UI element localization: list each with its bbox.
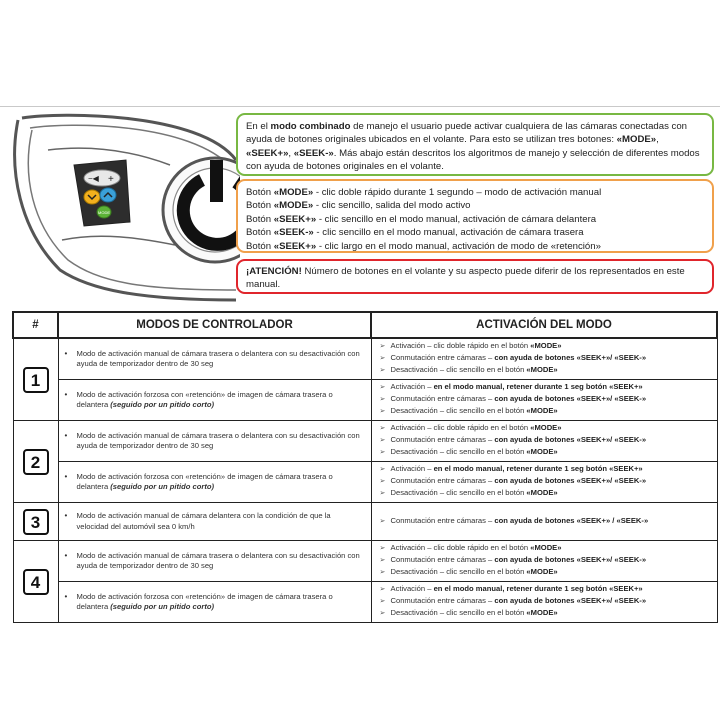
bullet-icon: • (64, 430, 68, 440)
activation-segment: «MODE» (526, 487, 558, 497)
mode-activation (371, 541, 717, 582)
table-row (13, 462, 717, 503)
intro-text: «MODE» (616, 134, 657, 146)
mode-activation (371, 421, 717, 462)
activation-step (380, 447, 713, 459)
mode-description-text (77, 349, 361, 370)
activation-step (380, 488, 713, 500)
activation-step (380, 341, 713, 353)
mode-description (58, 338, 371, 380)
activation-step (380, 353, 713, 365)
button-name: «MODE» (273, 200, 314, 212)
arrow-bullet-icon: ➢ (379, 366, 386, 374)
arrow-bullet-icon: ➢ (379, 598, 386, 606)
svg-text:+: + (108, 174, 114, 185)
activation-step (380, 464, 713, 476)
mode-number-cell (13, 541, 58, 623)
button-info-action: - clic sencillo en el modo manual, activación de cámara delantera (316, 213, 597, 225)
activation-segment: Activación – (390, 584, 434, 594)
button-info-action: - clic sencillo en el modo manual, activación de cámara trasera (313, 227, 584, 239)
table-row (13, 582, 717, 623)
arrow-bullet-icon: ➢ (379, 466, 386, 474)
arrow-bullet-icon: ➢ (379, 478, 386, 486)
arrow-bullet-icon: ➢ (379, 384, 386, 392)
bullet-icon: • (64, 348, 68, 358)
intro-text: , (288, 147, 294, 159)
arrow-bullet-icon: ➢ (379, 609, 386, 617)
mode-activation (371, 338, 717, 380)
arrow-bullet-icon: ➢ (379, 407, 386, 415)
description-segment: Modo de activación forzosa con «retención» de imagen de cámara trasera o delantera (76, 591, 333, 611)
description-segment: (seguido por un pitido corto) (110, 400, 215, 409)
activation-step (380, 394, 713, 406)
mode-number: 4 (23, 569, 49, 595)
activation-segment: Desactivación – clic sencillo en el botón (390, 405, 527, 415)
intro-text: En el (246, 121, 271, 132)
table-row (13, 380, 717, 421)
mode-description-text (77, 472, 361, 493)
mode-number-cell (13, 421, 58, 503)
arrow-bullet-icon: ➢ (379, 557, 386, 565)
mode-activation (371, 462, 717, 503)
svg-text:MODE: MODE (98, 210, 110, 215)
activation-step (380, 543, 713, 555)
arrow-bullet-icon: ➢ (379, 343, 386, 351)
activation-segment: con ayuda de botones «SEEK+»/ «SEEK-» (494, 555, 647, 565)
table-row (13, 541, 717, 582)
mode-description (58, 541, 371, 582)
button-info-action: - clic sencillo, salida del modo activo (313, 200, 471, 212)
buttons-info-box (236, 179, 714, 253)
activation-step (380, 596, 713, 608)
intro-text: «SEEK+» (246, 147, 289, 159)
activation-segment: en el modo manual, retener durante 1 seg botón «SEEK+» (433, 584, 643, 594)
mode-description (58, 380, 371, 421)
intro-text: modo combinado (270, 121, 351, 132)
activation-segment: Conmutación entre cámaras – (390, 596, 495, 606)
activation-segment: «MODE» (526, 364, 558, 374)
intro-text: , (656, 134, 659, 146)
mode-description (58, 462, 371, 503)
intro-text: . Más abajo están descritos los algoritmos de manejo y selección de diferentes modos con ayuda de botones originales en el volante. (246, 147, 700, 173)
activation-segment: con ayuda de botones «SEEK+»/ «SEEK-» (494, 435, 647, 445)
description-segment: Modo de activación manual de cámara trasera o delantera con su desactivación con ayuda de temporizador dentro de 30 seg (76, 348, 360, 368)
mode-description (58, 503, 371, 541)
activation-segment: Activación – clic doble rápido en el botón (390, 423, 531, 433)
mode-activation (371, 503, 717, 541)
intro-text: de manejo el usuario puede activar cualquiera de las cámaras conectadas con ayuda de botones originales ubicados en el volante. Para esto se utilizan tres botones: (246, 121, 688, 146)
activation-segment: Conmutación entre cámaras – (390, 394, 495, 404)
header-activation: ACTIVACIÓN DEL MODO (371, 312, 717, 338)
arrow-bullet-icon: ➢ (379, 568, 386, 576)
button-info-action: - clic largo en el modo manual, activación de modo de «retención» (316, 240, 601, 252)
arrow-bullet-icon: ➢ (379, 545, 386, 553)
activation-segment: en el modo manual, retener durante 1 seg botón «SEEK+» (433, 464, 643, 474)
arrow-bullet-icon: ➢ (379, 437, 386, 445)
bullet-icon: • (64, 389, 68, 399)
activation-segment: Conmutación entre cámaras – (390, 435, 495, 445)
activation-step (380, 435, 713, 447)
arrow-bullet-icon: ➢ (379, 489, 386, 497)
mode-number-cell (13, 503, 58, 541)
activation-segment: Activación – (390, 464, 434, 474)
bullet-icon: • (64, 471, 68, 481)
arrow-bullet-icon: ➢ (379, 448, 386, 456)
activation-segment: Conmutación entre cámaras – (390, 353, 495, 363)
activation-step (380, 608, 713, 620)
activation-segment: Activación – clic doble rápido en el botón (390, 543, 531, 553)
activation-segment: Desactivación – clic sencillo en el botón (390, 487, 527, 497)
activation-segment: Conmutación entre cámaras – (390, 515, 495, 525)
mode-activation (371, 582, 717, 623)
table-row (13, 421, 717, 462)
mode-number: 2 (23, 449, 49, 475)
attention-box (236, 259, 714, 294)
bullet-icon: • (64, 591, 68, 601)
button-info-prefix: Botón (246, 187, 274, 198)
button-info-line (246, 213, 704, 226)
activation-step (380, 382, 713, 394)
mode-number: 1 (23, 367, 49, 393)
button-info-line (246, 186, 704, 199)
description-segment: Modo de activación forzosa con «retención» de imagen de cámara trasera o delantera (76, 389, 333, 409)
activation-segment: «MODE» (526, 566, 558, 576)
bullet-icon: • (64, 550, 68, 560)
activation-segment: con ayuda de botones «SEEK+» / «SEEK-» (494, 515, 649, 525)
button-info-prefix: Botón (246, 227, 274, 239)
arrow-bullet-icon: ➢ (379, 586, 386, 594)
table-row (13, 503, 717, 541)
activation-segment: Activación – (390, 382, 434, 392)
mode-description-text (77, 592, 361, 613)
button-info-action: - clic doble rápido durante 1 segundo – modo de activación manual (313, 187, 602, 198)
activation-segment: Desactivación – clic sencillo en el botón (390, 364, 527, 374)
activation-step (380, 516, 713, 528)
activation-segment: Desactivación – clic sencillo en el botón (390, 607, 527, 617)
mode-description-text (77, 551, 361, 572)
modes-table (12, 311, 718, 623)
activation-segment: «MODE» (526, 446, 558, 456)
button-name: «MODE» (273, 187, 314, 198)
activation-step (380, 555, 713, 567)
activation-segment: con ayuda de botones «SEEK+»/ «SEEK-» (494, 353, 647, 363)
activation-segment: Conmutación entre cámaras – (390, 476, 495, 486)
activation-segment: «MODE» (530, 543, 562, 553)
button-info-line (246, 199, 704, 212)
description-segment: Modo de activación manual de cámara trasera o delantera con su desactivación con ayuda de temporizador dentro de 30 seg (76, 550, 360, 570)
header-number: # (13, 312, 58, 338)
bullet-icon: • (64, 511, 68, 521)
activation-step (380, 406, 713, 418)
mode-description (58, 582, 371, 623)
mode-number: 3 (23, 509, 49, 535)
activation-segment: «MODE» (530, 423, 562, 433)
button-info-prefix: Botón (246, 200, 274, 212)
activation-segment: en el modo manual, retener durante 1 seg botón «SEEK+» (433, 382, 643, 392)
activation-segment: «MODE» (530, 341, 562, 351)
mode-activation (371, 380, 717, 421)
mode-number-cell (13, 338, 58, 421)
header-modes: MODOS DE CONTROLADOR (58, 312, 371, 338)
mode-description (58, 421, 371, 462)
table-row (13, 338, 717, 380)
description-segment: Modo de activación manual de cámara trasera o delantera con su desactivación con ayuda de temporizador dentro de 30 seg (76, 430, 360, 450)
arrow-bullet-icon: ➢ (379, 425, 386, 433)
button-info-line (246, 226, 704, 239)
activation-step (380, 365, 713, 377)
activation-step (380, 567, 713, 579)
svg-text:−◀: −◀ (88, 174, 99, 183)
activation-step (380, 423, 713, 435)
activation-segment: Desactivación – clic sencillo en el botón (390, 566, 527, 576)
intro-text: «SEEK-» (293, 147, 334, 159)
description-segment: (seguido por un pitido corto) (110, 602, 215, 611)
arrow-bullet-icon: ➢ (379, 355, 386, 363)
activation-segment: con ayuda de botones «SEEK+»/ «SEEK-» (494, 596, 647, 606)
activation-segment: «MODE» (526, 405, 558, 415)
mode-description-text (77, 431, 361, 452)
mode-description-text (77, 511, 361, 532)
intro-box (236, 113, 714, 176)
attention-text: Número de botones en el volante y su aspecto puede diferir de los representados en este manual. (246, 266, 685, 291)
activation-step (380, 476, 713, 488)
arrow-bullet-icon: ➢ (379, 517, 386, 525)
arrow-bullet-icon: ➢ (379, 396, 386, 404)
description-segment: Modo de activación forzosa con «retención» de imagen de cámara trasera o delantera (76, 471, 333, 491)
steering-wheel-illustration (0, 107, 240, 307)
button-name: «SEEK+» (273, 240, 317, 252)
button-name: «SEEK+» (273, 213, 317, 225)
description-segment: Modo de activación manual de cámara delantera con la condición de que la velocidad del automóvil sea 0 km/h (76, 511, 331, 531)
activation-segment: Activación – clic doble rápido en el botón (390, 341, 531, 351)
activation-step (380, 584, 713, 596)
activation-segment: con ayuda de botones «SEEK+»/ «SEEK-» (494, 476, 647, 486)
button-info-prefix: Botón (246, 240, 274, 252)
activation-segment: Desactivación – clic sencillo en el botón (390, 446, 527, 456)
description-segment: (seguido por un pitido corto) (110, 482, 215, 491)
activation-segment: «MODE» (526, 607, 558, 617)
button-info-prefix: Botón (246, 213, 274, 225)
button-name: «SEEK-» (273, 227, 314, 239)
button-info-line (246, 240, 704, 253)
mode-description-text (77, 390, 361, 411)
activation-segment: Conmutación entre cámaras – (390, 555, 495, 565)
activation-segment: con ayuda de botones «SEEK+»/ «SEEK-» (494, 394, 647, 404)
attention-label: ¡ATENCIÓN! (246, 266, 302, 277)
